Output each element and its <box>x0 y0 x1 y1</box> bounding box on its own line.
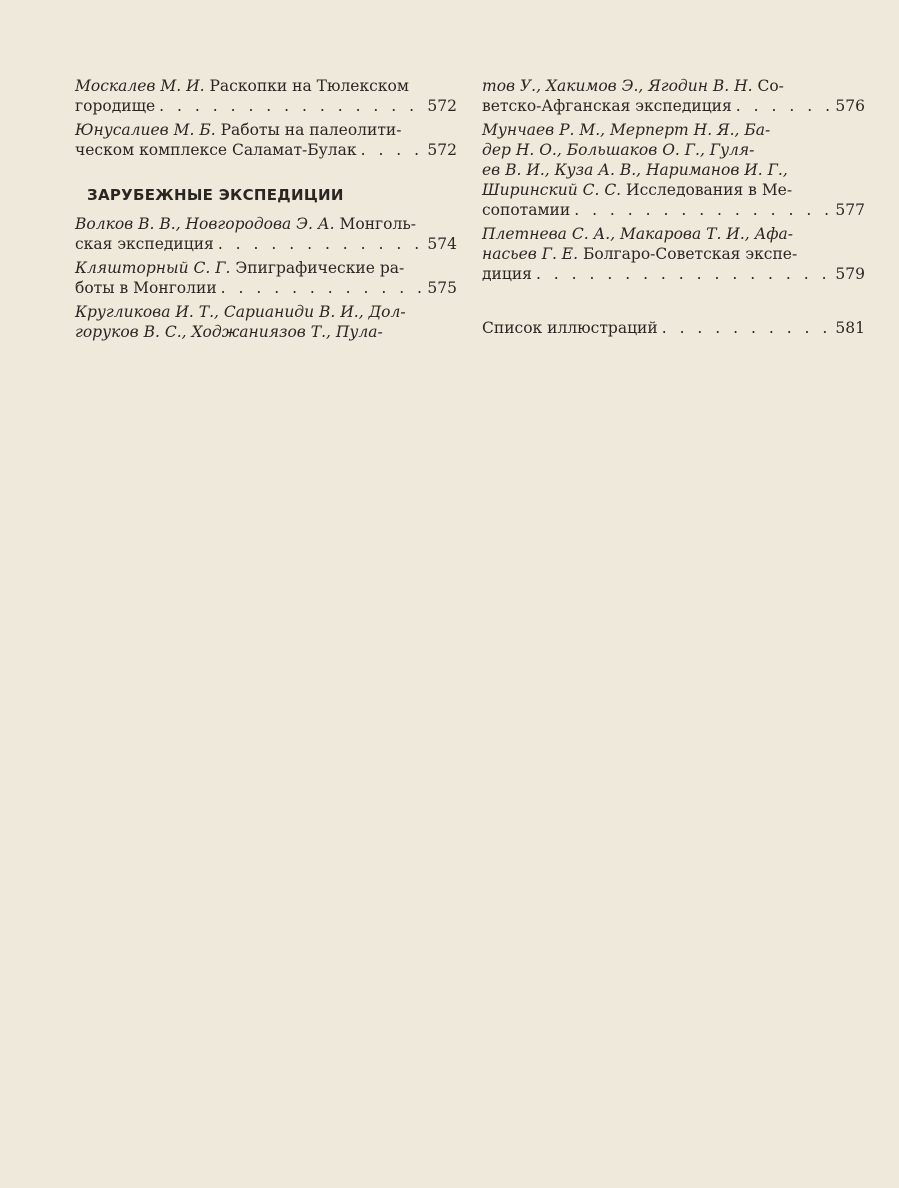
page-number: 576 <box>835 97 865 115</box>
left-column <box>75 76 457 346</box>
entry-author: Юнусалиев М. Б. <box>75 121 216 139</box>
toc-entry-volkov <box>75 214 457 254</box>
right-column <box>482 76 865 342</box>
entry-author: насьев Г. Е. <box>482 245 579 263</box>
entry-title: Монголь- <box>334 215 416 233</box>
toc-entry-pletneva <box>482 224 865 284</box>
page-number: 572 <box>427 97 457 115</box>
page-number: 574 <box>427 235 457 253</box>
entry-title: Болгаро-Советская экспе- <box>578 245 798 263</box>
toc-entry-illustrations <box>482 318 865 338</box>
entry-title-cont: ская экспедиция <box>75 235 214 253</box>
page-number: 577 <box>835 201 865 219</box>
page-number: 581 <box>835 319 865 337</box>
section-heading: ЗАРУБЕЖНЫЕ ЭКСПЕДИЦИИ <box>87 186 344 204</box>
toc-entry-moskalev <box>75 76 457 116</box>
entry-title-cont: городище <box>75 97 156 115</box>
toc-entry-munchaev <box>482 120 865 220</box>
toc-entry-kruglikova-cont <box>482 76 865 116</box>
entry-author: Ширинский С. С. <box>482 181 622 199</box>
entry-authors-line-2: горуков В. С., Ходжаниязов Т., Пула- <box>75 323 383 341</box>
page-number: 579 <box>835 265 865 283</box>
entry-title-cont: диция <box>482 265 532 283</box>
entry-title: Список иллюстраций <box>482 319 658 337</box>
entry-title: Со- <box>752 77 784 95</box>
toc-entry-kruglikova <box>75 302 457 342</box>
entry-author: Кляшторный С. Г. <box>75 259 231 277</box>
entry-title-cont: сопотамии <box>482 201 571 219</box>
entry-authors-line-1: Кругликова И. Т., Сарианиди В. И., Дол- <box>75 303 406 321</box>
entry-author: Москалев М. И. <box>75 77 205 95</box>
entry-authors-line-2: дер Н. О., Большаков О. Г., Гуля- <box>482 141 755 159</box>
entry-authors-line-1: Плетнева С. А., Макарова Т. И., Афа- <box>482 225 793 243</box>
entry-authors-line-1: Мунчаев Р. М., Мерперт Н. Я., Ба- <box>482 121 771 139</box>
toc-entry-yunusaliev <box>75 120 457 160</box>
entry-title-cont: боты в Монголии <box>75 279 217 297</box>
page-number: 572 <box>427 141 457 159</box>
entry-author: тов У., Хакимов Э., Ягодин В. Н. <box>482 77 753 95</box>
page-number: 575 <box>427 279 457 297</box>
entry-authors-line-3: ев В. И., Куза А. В., Нариманов И. Г., <box>482 161 788 179</box>
entry-title: Раскопки на Тюлекском <box>204 77 409 95</box>
entry-title: Работы на палеолити- <box>215 121 402 139</box>
toc-entry-klyashtorny <box>75 258 457 298</box>
entry-author: Волков В. В., Новгородова Э. А. <box>75 215 335 233</box>
entry-title: Эпиграфические ра- <box>230 259 405 277</box>
entry-title-cont: ческом комплексе Саламат-Булак <box>75 141 357 159</box>
entry-title: Исследования в Ме- <box>621 181 793 199</box>
entry-title-cont: ветско-Афганская экспедиция <box>482 97 732 115</box>
